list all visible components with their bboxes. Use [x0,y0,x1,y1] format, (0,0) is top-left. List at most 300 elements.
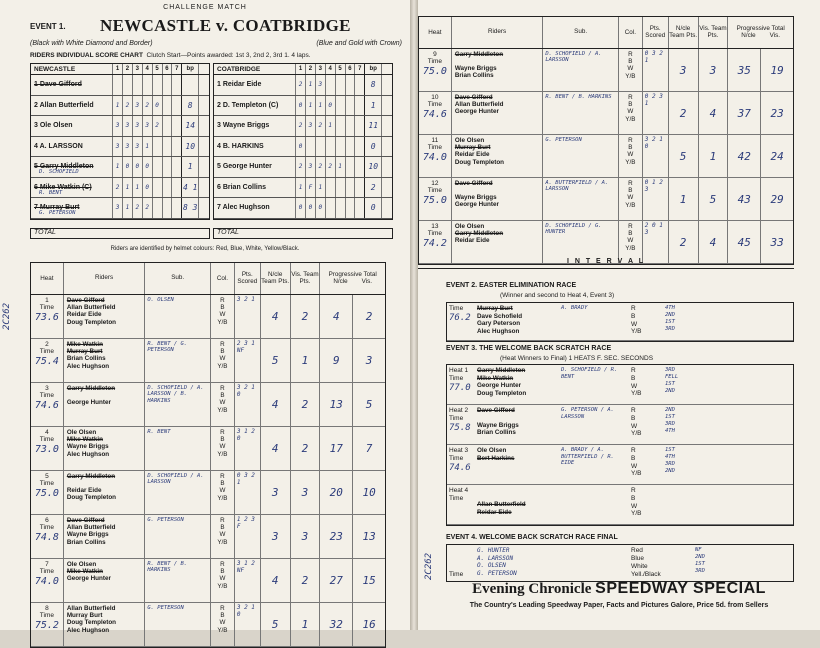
rider-total [181,75,198,95]
helmet-colour: R [220,517,225,524]
event-heat-no: Heat 2 [449,407,469,414]
prog-ncle: 35 [727,49,760,91]
heat-row [31,427,385,471]
prog-vis: 23 [760,92,793,134]
heat-colours [210,603,234,646]
heat-points: 3 1 2 0 [234,427,260,470]
heat-row [31,295,385,339]
score-cell: 1 [122,178,132,198]
helmet-colour: B [631,454,636,462]
score-cell [162,198,172,218]
heat-rider: Murray Burt [66,348,103,356]
score-cell [345,75,355,95]
header-sub: Sub. [144,263,210,294]
score-cell: 3 [122,116,132,136]
prog-ncle: 4 [319,295,352,338]
score-cell [162,157,172,177]
time-label: Time [39,436,54,444]
finish-place [665,508,721,515]
score-cell [354,96,364,116]
header-progressive [319,263,385,294]
helmet-colour: W [627,194,634,202]
heat-rider: Allan Butterfield [454,101,504,109]
helmet-colour: W [219,575,226,583]
rider-name [214,116,295,136]
score-cell [132,75,142,95]
event-2-title: EVENT 2. EASTER ELIMINATION RACE [446,282,577,289]
finalist: G. PETERSON [477,569,517,577]
score-cell: 0 [152,96,162,116]
score-cell [335,178,345,198]
heat-points: 3 2 1 [234,295,260,338]
event-row [447,405,793,445]
final-place: 3RD [695,567,705,574]
header-vis: Vis. Team Pts. [698,17,728,48]
header-ncle: N/cle Team Pts. [260,263,290,294]
helmet-colour: B [631,374,636,382]
chart-col-header: bp [181,64,198,74]
rider-name-text: 6 Brian Collins [217,183,267,191]
heat-number [419,49,451,91]
score-cell [142,75,152,95]
helmet-colour: W [631,502,638,510]
helmet-colour: R [631,487,636,494]
event-3-subtitle: (Heat Winners to Final) 1 HEATS F. SEC. SECONDS [500,355,654,362]
helmet-colour: W [627,65,634,73]
heat-no: 8 [45,605,49,612]
rider-name [31,178,112,198]
heat-rider: George Hunter [454,108,499,116]
heat-substitute: D. SCHOFIELD / A. LARSSON [144,471,210,514]
helmet-colour: R [220,473,225,480]
helmet-colour: B [631,414,636,422]
heat-riders [63,295,145,338]
score-cell [162,178,172,198]
event-rider [477,462,557,469]
heat-riders [451,221,543,263]
chart-col-header: 7 [354,64,364,74]
score-cell: 3 [132,116,142,136]
header-pts: Pts. Scored [234,263,260,294]
heat-rider: Garry Middleton [66,385,116,392]
heat-rider: Reidar Eide [454,151,490,159]
prog-vis: 7 [352,427,385,470]
prog-ncle: 43 [727,178,760,220]
heat-number [31,427,63,470]
heat-colours [618,178,642,220]
heat-number [31,339,63,382]
helmet-colour: Y/B [625,244,636,252]
heat-row [419,49,793,92]
helmet-colour: R [220,561,225,568]
event-time-label: Time [449,305,464,312]
final-colour: Red [631,547,643,554]
score-cell [152,198,162,218]
heat-colours [618,135,642,177]
heat-rider: Wayne Briggs [66,531,109,539]
helmet-colour: Y/B [625,158,636,166]
score-cell [354,198,364,218]
heat-ncle-pts: 4 [260,427,290,470]
page-gutter [410,0,418,630]
heat-substitute: G. PETERSON [144,603,210,646]
rider-total-blank [198,75,209,95]
helmet-colour: W [219,443,226,451]
event-rider: Brian Collins [477,429,516,437]
helmet-colour: R [220,341,225,348]
heat-ncle-pts: 3 [668,49,698,91]
final-place: 1ST [695,560,705,567]
helmet-colour: Y/B [217,362,228,370]
helmet-colour: Y/B [217,626,228,634]
away-colours: (Blue and Gold with Crown) [316,40,402,47]
event-heat-no: Heat 4 [449,487,469,494]
home-colours: (Black with White Diamond and Border) [30,40,153,47]
heat-vis-pts: 4 [698,92,728,134]
score-cell [354,137,364,157]
heat-rider: George Hunter [454,201,499,209]
heat-time: 74.8 [34,531,59,543]
score-cell: 1 [112,96,122,116]
event-4-time [447,545,475,581]
event-row [447,445,793,485]
score-cell: 2 [142,198,152,218]
chart-col-header: 3 [315,64,325,74]
header-prog-vis: Vis. [769,31,781,39]
score-cell [345,198,355,218]
rider-total-blank [381,75,392,95]
score-cell: 2 [122,96,132,116]
chart-total-header [381,64,392,74]
score-cell [162,116,172,136]
score-cell: 0 [142,178,152,198]
heat-rider: Doug Templeton [66,494,117,502]
helmet-colour: Y/B [217,450,228,458]
helmet-colour: R [628,94,633,101]
heat-table-header [31,263,385,295]
heat-row [31,515,385,559]
event-time: 76.2 [449,312,471,323]
heat-row [31,603,385,647]
header-ncle: N/cle Team Pts. [668,17,698,48]
score-cell: 3 [305,116,315,136]
chart-title: RIDERS INDIVIDUAL SCORE CHART Clutch Start—Points awarded: 1st 3, 2nd 2, 3rd 1. 4 laps. [30,52,311,59]
event-riders [475,405,559,444]
helmet-colour: Y/B [217,494,228,502]
rider-name [214,137,295,157]
heat-number [31,559,63,602]
heat-time: 74.2 [422,237,447,249]
heat-points: 0 1 2 3 [642,178,668,220]
score-cell [354,157,364,177]
helmet-colour: W [627,151,634,159]
heat-points: 0 3 2 1 [642,49,668,91]
finish-place: 2ND [665,388,675,394]
event-rider: Dave Gifford [477,407,515,414]
score-cell: 0 [122,157,132,177]
helmet-colour: B [628,58,633,66]
heat-rider [67,480,142,487]
margin-note-right: 2C262 [424,552,434,580]
heat-rider: Reidar Eide [66,311,102,319]
prog-vis: 19 [760,49,793,91]
header-progressive [727,17,793,48]
rider-name-text: 2 Allan Butterfield [34,101,94,109]
finish-place: 2ND [665,468,675,474]
rider-row [31,116,209,137]
heat-number [31,515,63,558]
rider-total: 10 [181,137,198,157]
heat-ncle-pts: 3 [260,515,290,558]
event-4-time-label: Time [449,571,464,579]
helmet-colour: B [628,230,633,238]
score-cell: 1 [305,75,315,95]
heat-rider: Murray Burt [454,144,491,152]
header-pts: Pts. Scored [642,17,668,48]
rider-name [31,137,112,157]
final-place: 2ND [695,553,705,560]
header-heat: Heat [40,275,54,283]
event-heat-no: Heat 1 [449,367,469,374]
heat-rider: Ole Olsen [454,223,485,230]
event-places [663,485,723,524]
substitute-name: G. PETERSON [39,210,76,216]
rider-total: 11 [364,116,381,136]
heat-time: 74.6 [34,399,59,411]
heat-riders [63,427,145,470]
header-riders: Riders [451,17,543,48]
finish-place: 3RD [665,367,675,373]
heat-rider: Mike Watkin [66,568,103,576]
heat-time: 75.4 [34,355,59,367]
event-4-colours [629,545,693,581]
score-cell [335,96,345,116]
rider-total: 1 [364,96,381,116]
prog-vis: 5 [352,383,385,426]
header-sub: Sub. [542,17,618,48]
header-prog-title: Progressive Total [328,270,377,278]
heat-substitute: D. SCHOFIELD / G. HUNTER [542,221,618,263]
event-rider: Dave Schofield [477,312,523,320]
score-cell [152,75,162,95]
heat-rider: Brian Collins [66,538,106,546]
heat-ncle-pts: 2 [668,221,698,263]
heat-rider [455,187,540,194]
rider-total-blank [381,157,392,177]
heat-riders [451,178,543,220]
heat-rider: George Hunter [66,399,111,407]
substitute-name: D. SCHOFIELD [39,169,79,175]
final-colour: White [631,563,648,571]
rider-name-text: 2 D. Templeton (C) [217,101,279,109]
helmet-colour: B [220,524,225,532]
rider-total-blank [381,96,392,116]
score-cell [152,157,162,177]
event-riders [475,365,559,404]
heat-substitute: G. PETERSON [542,135,618,177]
prog-vis: 24 [760,135,793,177]
header-prog-ncle: N/cle [741,31,756,39]
heat-ncle-pts: 4 [260,559,290,602]
chart-total-header [198,64,209,74]
heat-ncle-pts: 5 [260,603,290,646]
rider-row [214,137,392,158]
event-time-label: Time [449,374,464,382]
header-col: Col. [618,17,642,48]
heat-riders [63,383,145,426]
heat-points: 2 3 1 NF [234,339,260,382]
heat-ncle-pts: 4 [260,295,290,338]
heat-time: 74.6 [422,108,447,120]
rider-row [31,157,209,178]
score-cell: 2 [315,116,325,136]
event-4-box [446,544,794,582]
score-cell: 2 [295,116,305,136]
score-cell: 2 [295,75,305,95]
score-cell [162,96,172,116]
heat-points: 1 2 3 F [234,515,260,558]
event-heat-label [447,303,475,340]
rider-name [31,75,112,95]
event-places [663,445,723,484]
chart-team-name: COATBRIDGE [217,65,261,73]
heat-rider [455,58,540,65]
prog-vis: 3 [352,339,385,382]
finish-place [665,487,721,494]
heat-rider: Dave Gifford [454,94,493,101]
score-cell: 0 [142,157,152,177]
heat-no: 12 [431,180,439,187]
score-cell [152,137,162,157]
helmet-colour: W [219,531,226,539]
heat-rider [67,392,142,399]
rider-name [31,157,112,177]
chart-col-header: 6 [162,64,172,74]
heat-rider: Doug Templeton [66,619,117,627]
event-colours [629,303,663,340]
chart-col-header: 2 [305,64,315,74]
score-cell: 2 [152,116,162,136]
heat-time: 73.0 [34,443,59,455]
rider-name [31,96,112,116]
score-cell: 2 [315,157,325,177]
header-prog-vis: Vis. [361,277,373,285]
finalist: G. HUNTER [477,547,510,554]
heat-number [419,178,451,220]
event-rider [477,487,557,494]
chart-header [214,64,392,75]
rider-row [31,198,209,219]
prog-vis: 16 [352,603,385,646]
heat-rider: Allan Butterfield [66,304,116,312]
chart-col-header: 6 [345,64,355,74]
heat-rider: Wayne Briggs [454,194,497,202]
heat-rider: Murray Burt [66,612,103,620]
score-cell: 0 [295,96,305,116]
heat-row [419,92,793,135]
event-places [663,365,723,404]
prog-ncle: 27 [319,559,352,602]
event-rider: Garry Middleton [477,367,526,374]
final-colour: Blue [631,555,645,563]
heat-row [419,135,793,178]
heat-row [31,383,385,427]
helmet-colour: R [631,407,636,414]
helmet-colour: R [628,180,633,187]
heat-rider: Reidar Eide [454,237,490,245]
event-time: 77.0 [449,382,471,393]
time-label: Time [427,58,442,66]
rider-total: 2 [364,178,381,198]
event-colours [629,485,663,524]
heat-rider: Wayne Briggs [66,443,109,451]
heat-time: 75.0 [422,194,447,206]
heat-no: 5 [45,473,49,480]
score-cell [325,137,335,157]
score-cell: 1 [112,157,122,177]
heat-rider: Allan Butterfield [66,605,116,612]
heat-colours [210,559,234,602]
heat-colours [210,471,234,514]
heat-time: 74.0 [422,151,447,163]
event-3-box [446,364,794,526]
score-cell: 1 [305,96,315,116]
heat-rider: Garry Middleton [66,473,116,480]
heat-row [31,559,385,603]
heat-rider: Brian Collins [454,72,494,80]
event-places [663,303,723,340]
score-cell: F [305,178,315,198]
rider-name [214,198,295,218]
heat-rider: Reidar Eide [66,487,102,495]
rider-total-blank [198,116,209,136]
time-label: Time [39,348,54,356]
helmet-colour: B [628,101,633,109]
home-total-row: TOTAL [30,228,210,239]
prog-vis: 13 [352,515,385,558]
event-rider: Wayne Briggs [477,421,519,429]
score-cell [171,178,181,198]
helmet-colour: R [220,605,225,612]
helmet-colour: R [220,297,225,304]
event-riders [475,445,559,484]
score-cell: 1 [132,178,142,198]
heat-vis-pts: 2 [290,427,320,470]
rider-total-blank [381,137,392,157]
heat-vis-pts: 3 [290,515,320,558]
rider-name-text: 4 B. HARKINS [217,142,264,150]
chart-col-header: 4 [325,64,335,74]
finalist: O. OLSEN [477,562,506,569]
finalist: A. LARSSON [477,554,514,562]
prog-ncle: 20 [319,471,352,514]
event-3-title: EVENT 3. THE WELCOME BACK SCRATCH RACE [446,345,612,352]
helmet-colour: Y/B [631,430,642,438]
rider-name-text: 5 George Hunter [217,163,272,171]
helmet-colour: B [628,144,633,152]
score-cell [171,116,181,136]
score-cell: 1 [315,178,325,198]
score-cell: 3 [315,75,325,95]
rider-total: 0 [364,137,381,157]
event-4-row [447,545,793,581]
prog-ncle: 9 [319,339,352,382]
heat-riders [63,471,145,514]
helmet-colour: R [628,223,633,230]
heat-colours [618,92,642,134]
score-cell [325,178,335,198]
score-cell [171,157,181,177]
